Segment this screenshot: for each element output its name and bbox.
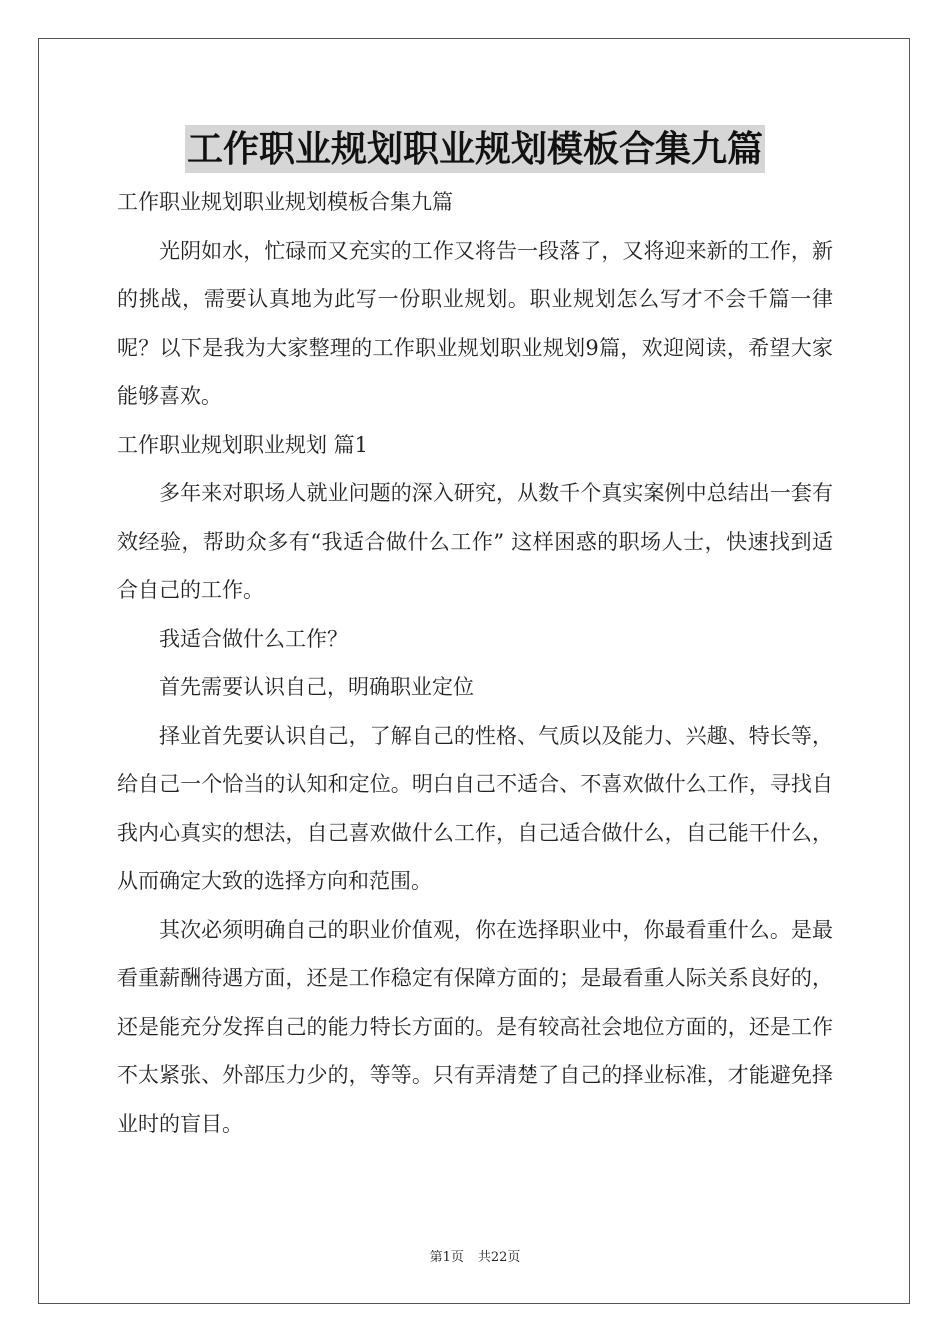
page-number: 第1页 xyxy=(429,1250,464,1265)
section-paragraph: 择业首先要认识自己，了解自己的性格、气质以及能力、兴趣、特长等，给自己一个恰当的认知和定位。明白自己不适合、不喜欢做什么工作，寻找自我内心真实的想法，自己喜欢做什么工作，自己适合做什么，自己能干什么，从而确定大致的选择方向和范围。 xyxy=(117,723,833,893)
page-footer xyxy=(0,1246,950,1265)
document-body xyxy=(117,178,833,1148)
document-title: 工作职业规划职业规划模板合集九篇 xyxy=(185,125,765,173)
intro-paragraph: 光阴如水，忙碌而又充实的工作又将告一段落了，又将迎来新的工作，新的挑战，需要认真地为此写一份职业规划。职业规划怎么写才不会千篇一律呢？以下是我为大家整理的工作职业规划职业规划9篇，欢迎阅读，希望大家能够喜欢。 xyxy=(117,238,833,408)
page-total: 共22页 xyxy=(477,1250,521,1265)
document-subtitle: 工作职业规划职业规划模板合集九篇 xyxy=(117,190,453,214)
section-paragraph: 首先需要认识自己，明确职业定位 xyxy=(159,675,474,699)
section-paragraph: 我适合做什么工作？ xyxy=(159,626,348,651)
section-paragraph: 多年来对职场人就业问题的深入研究，从数千个真实案例中总结出一套有效经验，帮助众多有“我适合做什么工作” 这样困惑的职场人士，快速找到适合自己的工作。 xyxy=(117,481,833,602)
section-paragraph: 其次必须明确自己的职业价值观，你在选择职业中，你最看重什么。是最看重薪酬待遇方面，还是工作稳定有保障方面的；是最看重人际关系良好的，还是能充分发挥自己的能力特长方面的。是有较高社会地位方面的，还是工作不太紧张、外部压力少的，等等。只有弄清楚了自己的择业标准，才能避免择业时的盲目。 xyxy=(117,917,833,1136)
title-wrap xyxy=(0,125,950,173)
section-heading: 工作职业规划职业规划 篇1 xyxy=(117,432,369,457)
